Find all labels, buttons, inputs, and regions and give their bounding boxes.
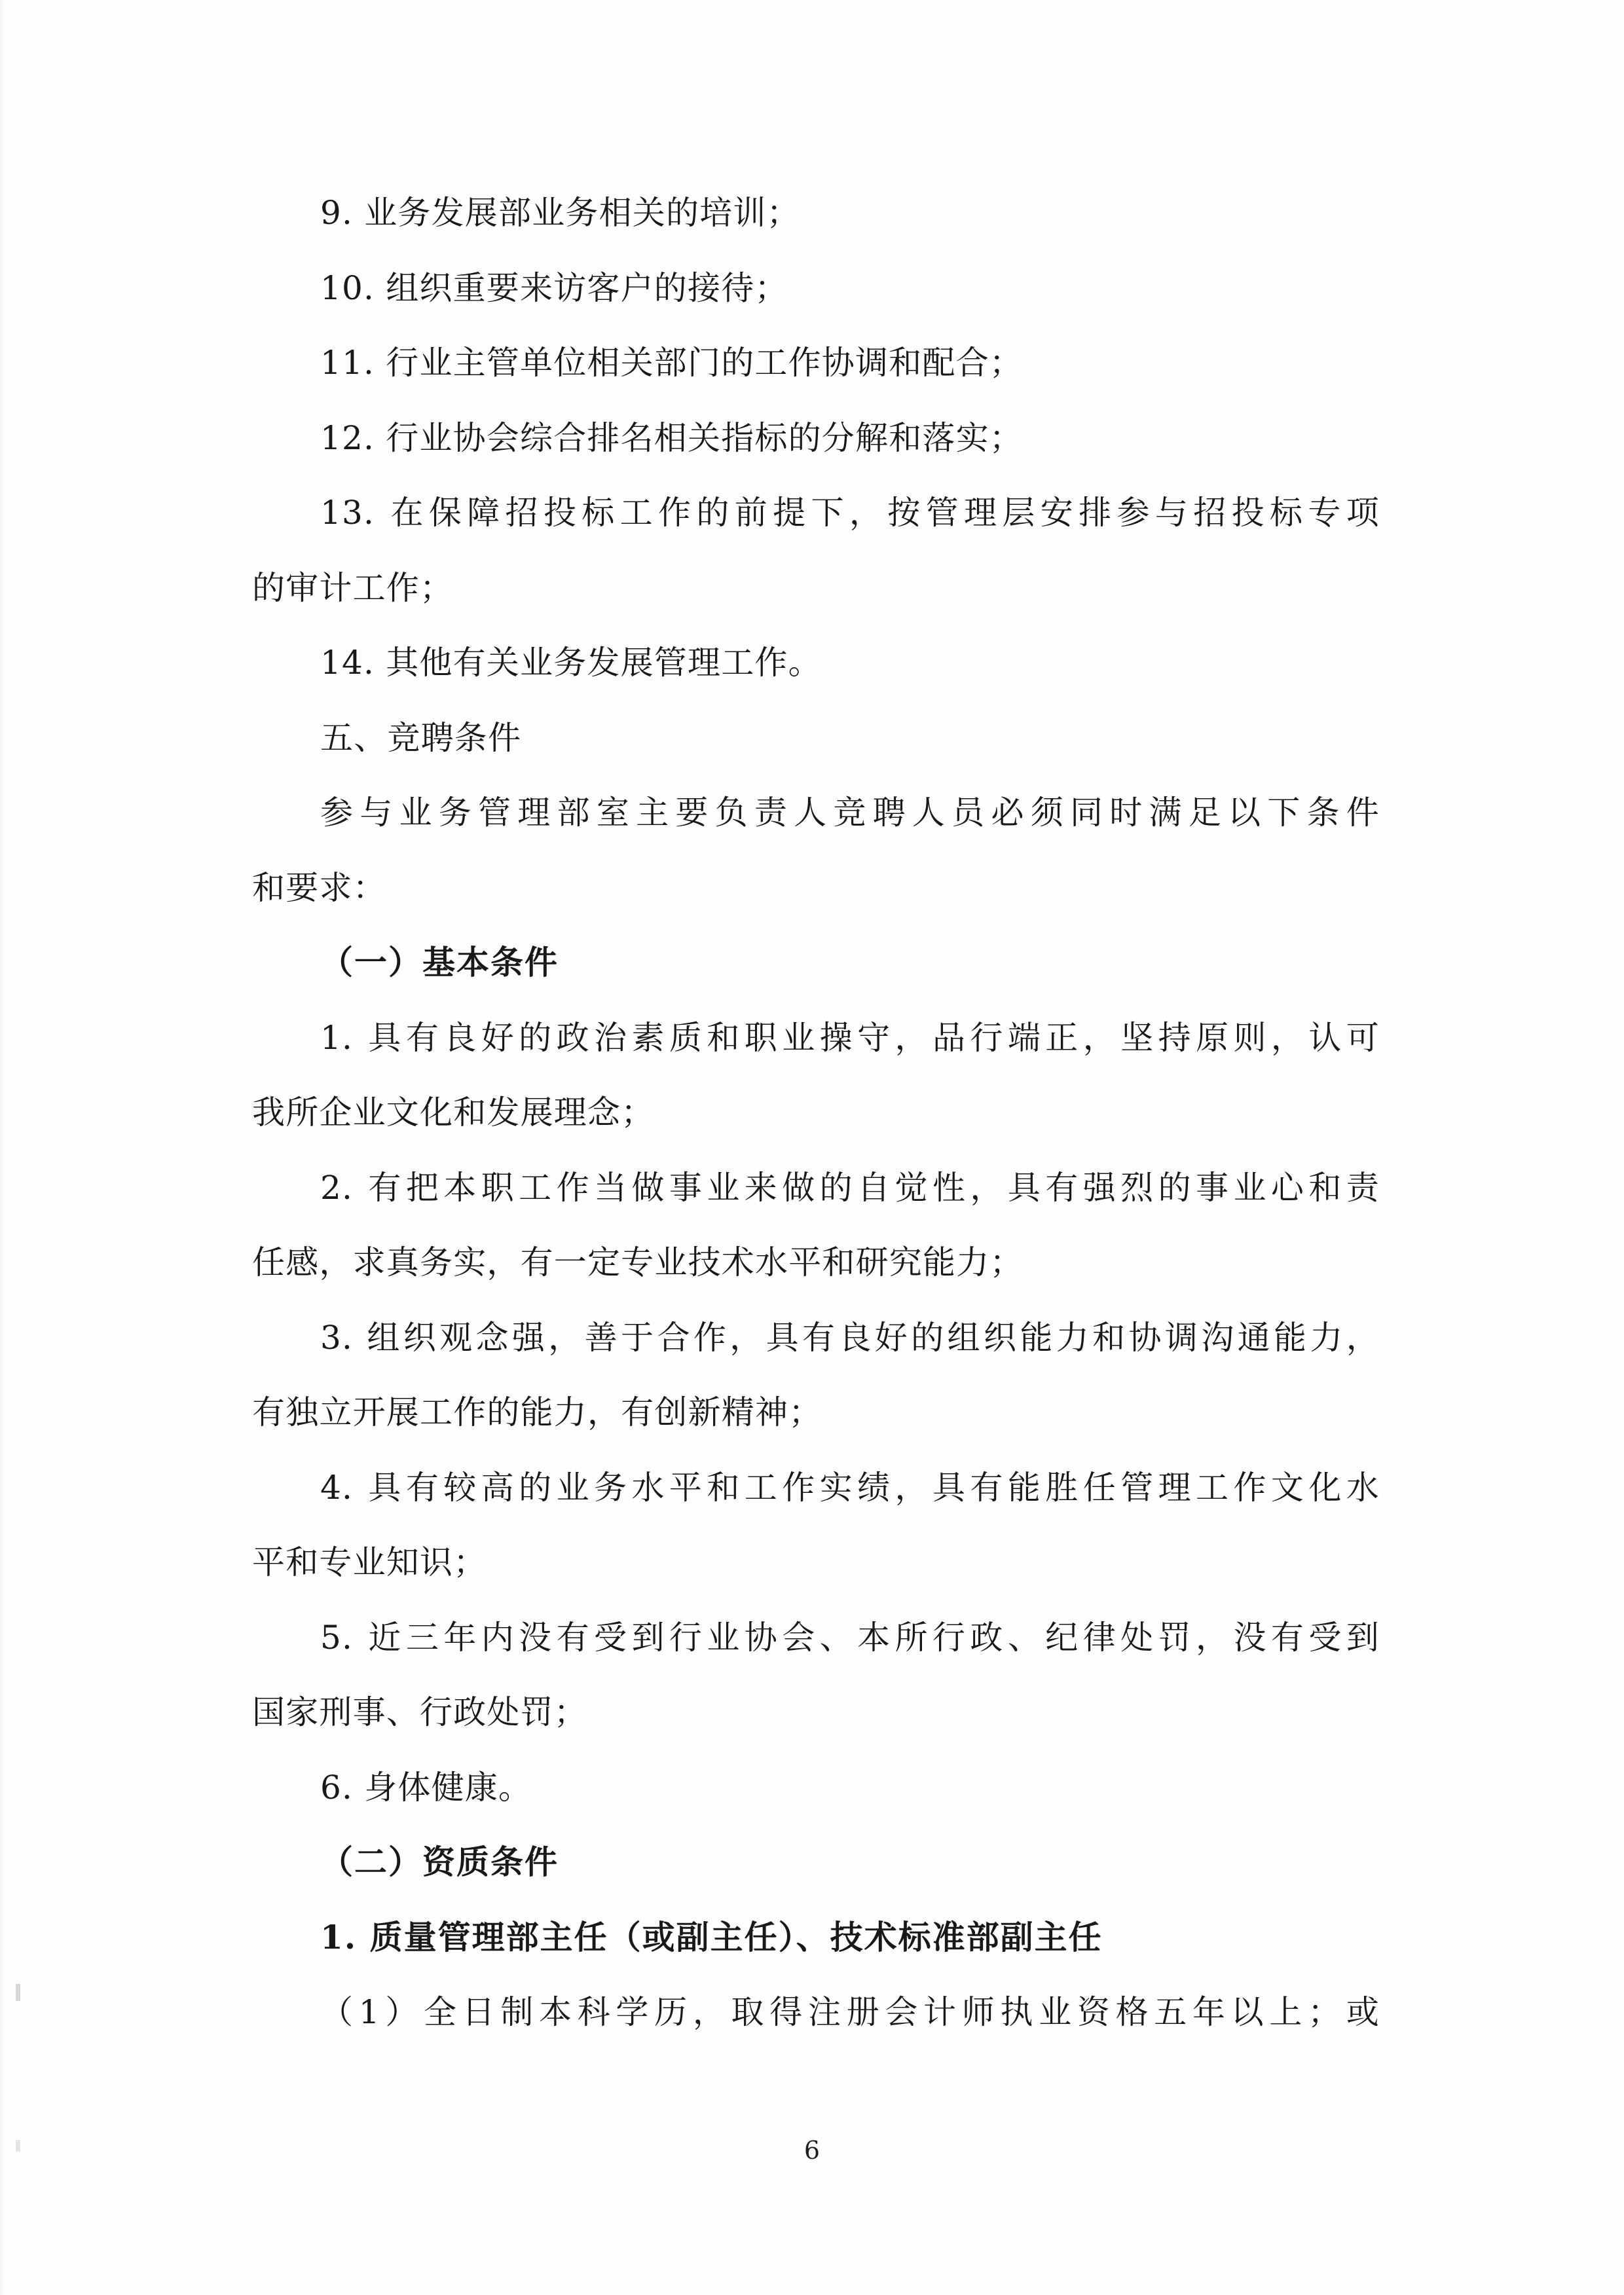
document-line: 国家刑事、行政处罚； xyxy=(252,1693,587,1731)
document-line: 平和专业知识； xyxy=(252,1543,487,1581)
document-line: （1）全日制本科学历，取得注册会计师执业资格五年以上；或 xyxy=(320,1993,1380,2031)
document-line: 1. 具有良好的政治素质和职业操守，品行端正，坚持原则，认可 xyxy=(320,1018,1380,1057)
document-line: 我所企业文化和发展理念； xyxy=(252,1093,655,1131)
document-line: （二）资质条件 xyxy=(320,1843,559,1881)
document-line: 6. 身体健康。 xyxy=(320,1768,532,1807)
document-line: 14. 其他有关业务发展管理工作。 xyxy=(320,644,822,682)
document-line: 五、竞聘条件 xyxy=(320,718,522,757)
document-line: 12. 行业协会综合排名相关指标的分解和落实； xyxy=(320,418,1024,457)
scan-speck-artifact xyxy=(16,1984,20,2001)
document-line: 和要求： xyxy=(252,868,386,907)
page-number: 6 xyxy=(803,2136,821,2165)
document-line: 3. 组织观念强，善于合作，具有良好的组织能力和协调沟通能力， xyxy=(320,1318,1380,1357)
document-line: 2. 有把本职工作当做事业来做的自觉性，具有强烈的事业心和责 xyxy=(320,1168,1380,1207)
document-line: 的审计工作； xyxy=(252,568,454,607)
document-line: （一）基本条件 xyxy=(320,943,559,982)
document-line: 1. 质量管理部主任（或副主任）、技术标准部副主任 xyxy=(320,1917,1103,1956)
document-line: 5. 近三年内没有受到行业协会、本所行政、纪律处罚，没有受到 xyxy=(320,1618,1380,1657)
document-body xyxy=(252,175,1380,2050)
document-line: 任感，求真务实，有一定专业技术水平和研究能力； xyxy=(252,1243,1024,1281)
document-line: 10. 组织重要来访客户的接待； xyxy=(320,268,788,307)
document-line: 13. 在保障招投标工作的前提下，按管理层安排参与招投标专项 xyxy=(320,494,1380,532)
scan-edge-artifact xyxy=(0,0,9,2295)
document-line: 有独立开展工作的能力，有创新精神； xyxy=(252,1393,822,1431)
document-line: 9. 业务发展部业务相关的培训； xyxy=(320,194,800,232)
document-line: 4. 具有较高的业务水平和工作实绩，具有能胜任管理工作文化水 xyxy=(320,1468,1380,1507)
document-line: 11. 行业主管单位相关部门的工作协调和配合； xyxy=(320,344,1024,382)
document-line: 参与业务管理部室主要负责人竞聘人员必须同时满足以下条件 xyxy=(320,794,1380,832)
